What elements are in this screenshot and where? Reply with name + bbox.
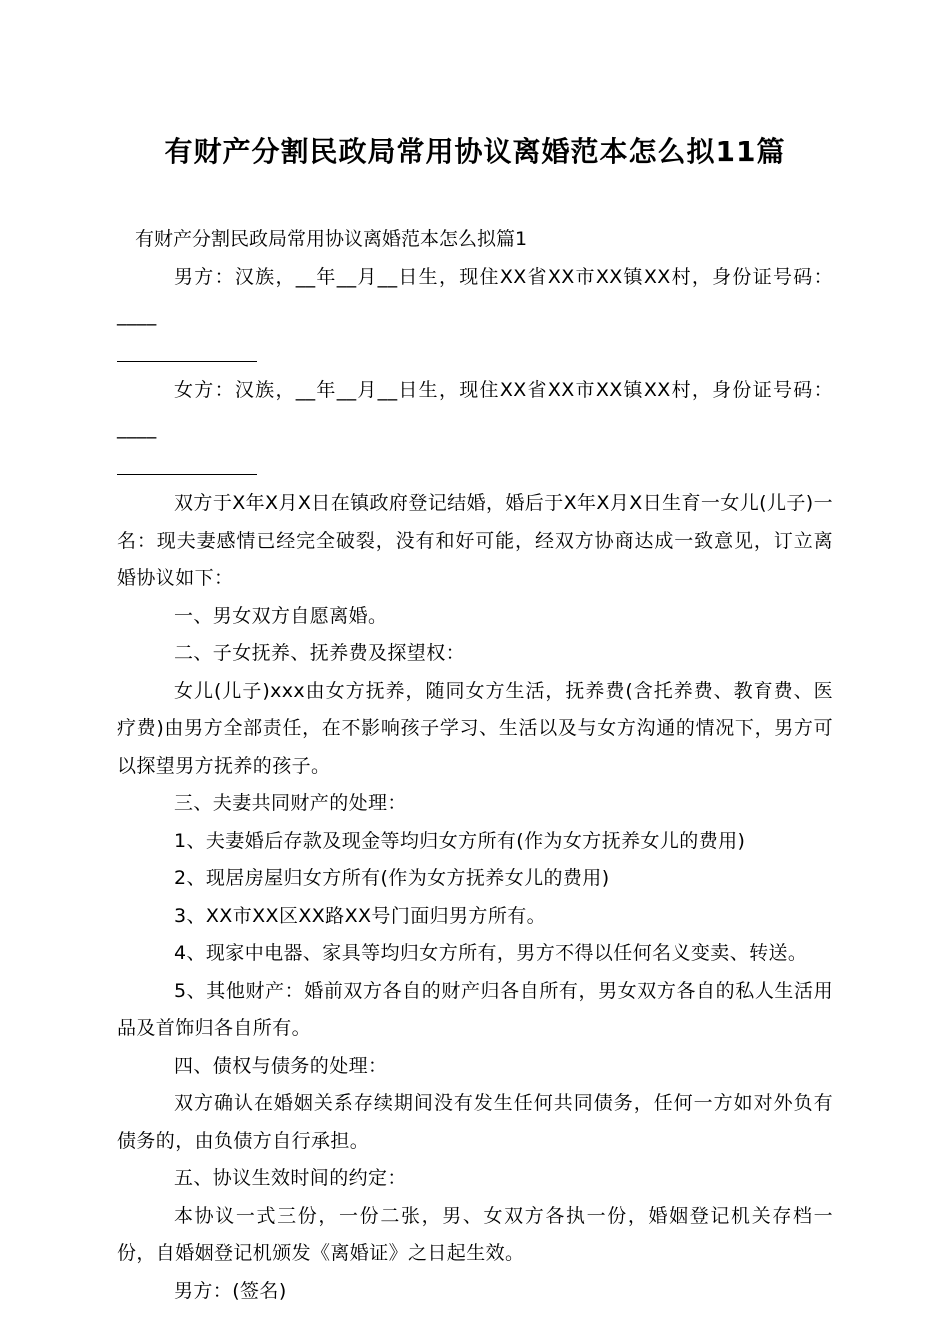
male-party-info: 男方：汉族，__年__月__日生，现住XX省XX市XX镇XX村，身份证号码：____ <box>117 266 833 326</box>
paragraph: 女儿(儿子)xxx由女方抚养，随同女方生活，抚养费(含托养费、教育费、医疗费)由男方全部责任，在不影响孩子学习、生活以及与女方沟通的情况下，男方可以探望男方抚养的孩子。 <box>117 679 833 777</box>
document-body <box>117 259 833 1310</box>
female-party-info: 女方：汉族，__年__月__日生，现住XX省XX市XX镇XX村，身份证号码：____ <box>117 379 833 439</box>
paragraph: 本协议一式三份，一份二张，男、女双方各执一份，婚姻登记机关存档一份，自婚姻登记机颁发《离婚证》之日起生效。 <box>117 1204 833 1264</box>
clause-item: 5、其他财产：婚前双方各自的财产归各自所有，男女双方各自的私人生活用品及首饰归各自所有。 <box>117 979 833 1039</box>
clause-item: 2、现居房屋归女方所有(作为女方抚养女儿的费用) <box>174 867 610 889</box>
clause-item: 3、XX市XX区XX路XX号门面归男方所有。 <box>174 904 547 927</box>
paragraph: 双方于X年X月X日在镇政府登记结婚，婚后于X年X月X日生育一女儿(儿子)一名：现夫妻感情已经完全破裂，没有和好可能，经双方协商达成一致意见，订立离婚协议如下： <box>117 492 833 589</box>
clause-heading: 五、协议生效时间的约定： <box>174 1167 407 1189</box>
id-number-blank-line <box>117 334 257 362</box>
clause-heading: 一、男女双方自愿离婚。 <box>174 604 388 627</box>
section-heading: 有财产分割民政局常用协议离婚范本怎么拟篇1 <box>135 228 528 250</box>
clause-item: 4、现家中电器、家具等均归女方所有，男方不得以任何名义变卖、转送。 <box>174 942 808 964</box>
paragraph: 双方确认在婚姻关系存续期间没有发生任何共同债务，任何一方如对外负有债务的，由负债方自行承担。 <box>117 1092 833 1152</box>
clause-heading: 四、债权与债务的处理： <box>174 1054 388 1077</box>
document-title: 有财产分割民政局常用协议离婚范本怎么拟11篇 <box>164 135 786 168</box>
signature-line: 男方：(签名) <box>174 1279 287 1302</box>
clause-heading: 三、夫妻共同财产的处理： <box>174 792 407 814</box>
clause-heading: 二、子女抚养、抚养费及探望权： <box>174 642 466 664</box>
id-number-blank-line <box>117 447 257 475</box>
clause-item: 1、夫妻婚后存款及现金等均归女方所有(作为女方抚养女儿的费用) <box>174 829 746 852</box>
